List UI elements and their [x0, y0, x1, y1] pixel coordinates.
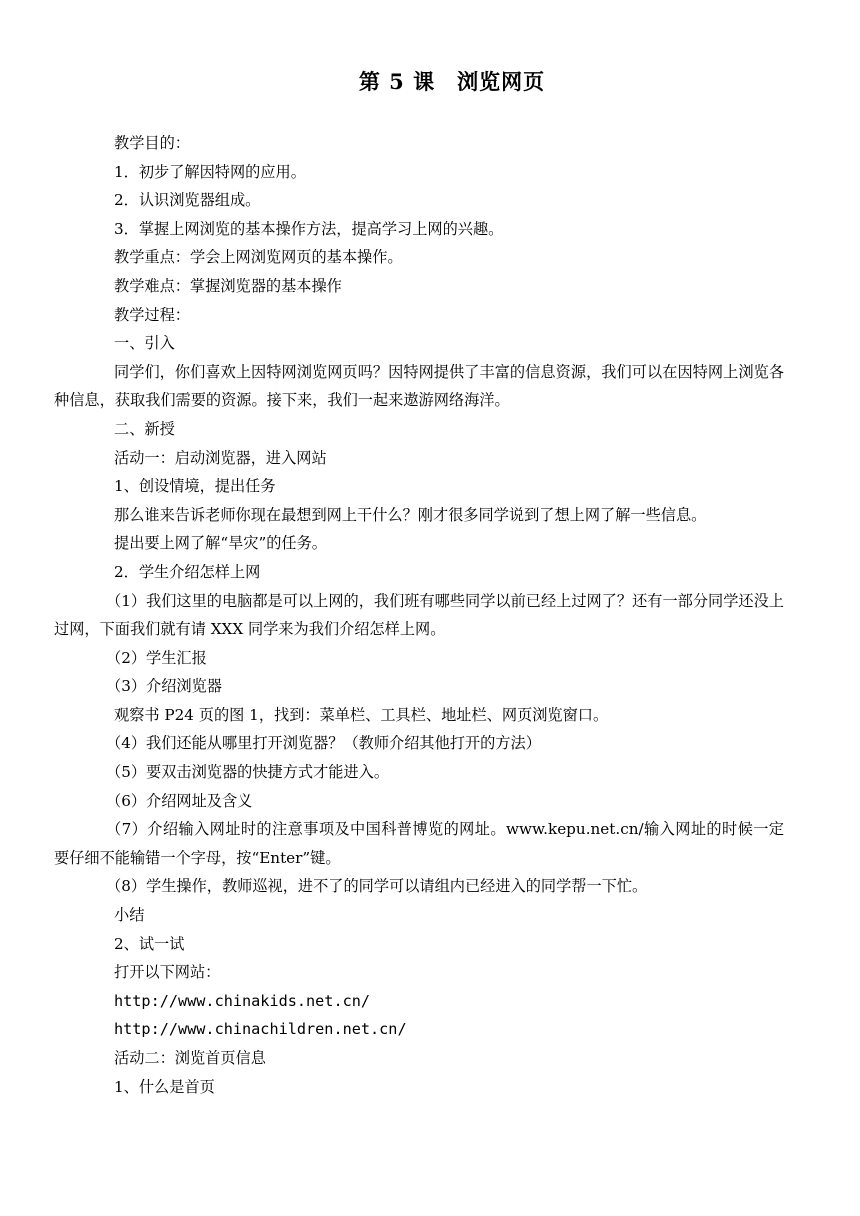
paragraph-objective-1: 1．初步了解因特网的应用。: [114, 162, 306, 181]
paragraph-intro-text: 同学们，你们喜欢上因特网浏览网页吗？因特网提供了丰富的信息资源，我们可以在因特网上浏览各种信息，获取我们需要的资源。接下来，我们一起来遨游网络海洋。: [54, 362, 784, 410]
paragraph-step-1-text: 那么谁来告诉老师你现在最想到网上干什么？刚才很多同学说到了想上网了解一些信息。: [114, 505, 707, 524]
paragraph-section-new: 二、新授: [114, 419, 175, 438]
paragraph-item-2: （2）学生汇报: [106, 648, 207, 667]
paragraph-section-intro: 一、引入: [114, 334, 175, 353]
paragraph-homepage: 1、什么是首页: [114, 1077, 215, 1096]
paragraph-try: 2、试一试: [114, 934, 185, 953]
paragraph-url-chinachildren: http://www.chinachildren.net.cn/: [114, 1020, 407, 1039]
paragraph-open-sites: 打开以下网站：: [114, 963, 221, 982]
paragraph-step-2: 2．学生介绍怎样上网: [114, 562, 261, 581]
paragraph-item-4: （4）我们还能从哪里打开浏览器？（教师介绍其他打开的方法）: [106, 734, 541, 753]
lesson-title: 第 5 课 浏览网页: [358, 69, 546, 94]
paragraph-item-6: （6）介绍网址及含义: [106, 791, 253, 810]
paragraph-url-chinakids: http://www.chinakids.net.cn/: [114, 991, 371, 1010]
paragraph-activity-1: 活动一：启动浏览器，进入网站: [114, 448, 327, 467]
paragraph-item-5: （5）要双击浏览器的快捷方式才能进入。: [106, 763, 390, 782]
paragraph-item-7: （7）介绍输入网址时的注意事项及中国科普博览的网址。www.kepu.net.cn/输入网址的时候一定要仔细不能输错一个字母，按“Enter”键。: [54, 820, 784, 867]
lesson-body: [54, 129, 784, 1101]
paragraph-objective-3: 3．掌握上网浏览的基本操作方法，提高学习上网的兴趣。: [114, 219, 504, 238]
paragraph-objective-2: 2．认识浏览器组成。: [114, 191, 261, 210]
paragraph-item-3-text: 观察书 P24 页的图 1，找到：菜单栏、工具栏、地址栏、网页浏览窗口。: [114, 705, 609, 724]
paragraph-activity-2: 活动二：浏览首页信息: [114, 1049, 266, 1067]
paragraph-item-1: （1）我们这里的电脑都是可以上网的，我们班有哪些同学以前已经上过网了？还有一部分同学还没上过网，下面我们就有请 XXX 同学来为我们介绍怎样上网。: [54, 591, 784, 639]
paragraph-objectives-heading: 教学目的：: [114, 134, 190, 152]
paragraph-step-1: 1、创设情境，提出任务: [114, 477, 276, 496]
paragraph-difficulty: 教学难点：掌握浏览器的基本操作: [114, 276, 342, 295]
paragraph-step-1-task: 提出要上网了解“旱灾”的任务。: [114, 534, 327, 553]
paragraph-summary: 小结: [114, 906, 145, 925]
paragraph-key-point: 教学重点：学会上网浏览网页的基本操作。: [114, 248, 403, 267]
paragraph-process-heading: 教学过程：: [114, 305, 190, 324]
paragraph-item-3: （3）介绍浏览器: [106, 677, 222, 696]
paragraph-item-8: （8）学生操作，教师巡视，进不了的同学可以请组内已经进入的同学帮一下忙。: [106, 877, 648, 896]
